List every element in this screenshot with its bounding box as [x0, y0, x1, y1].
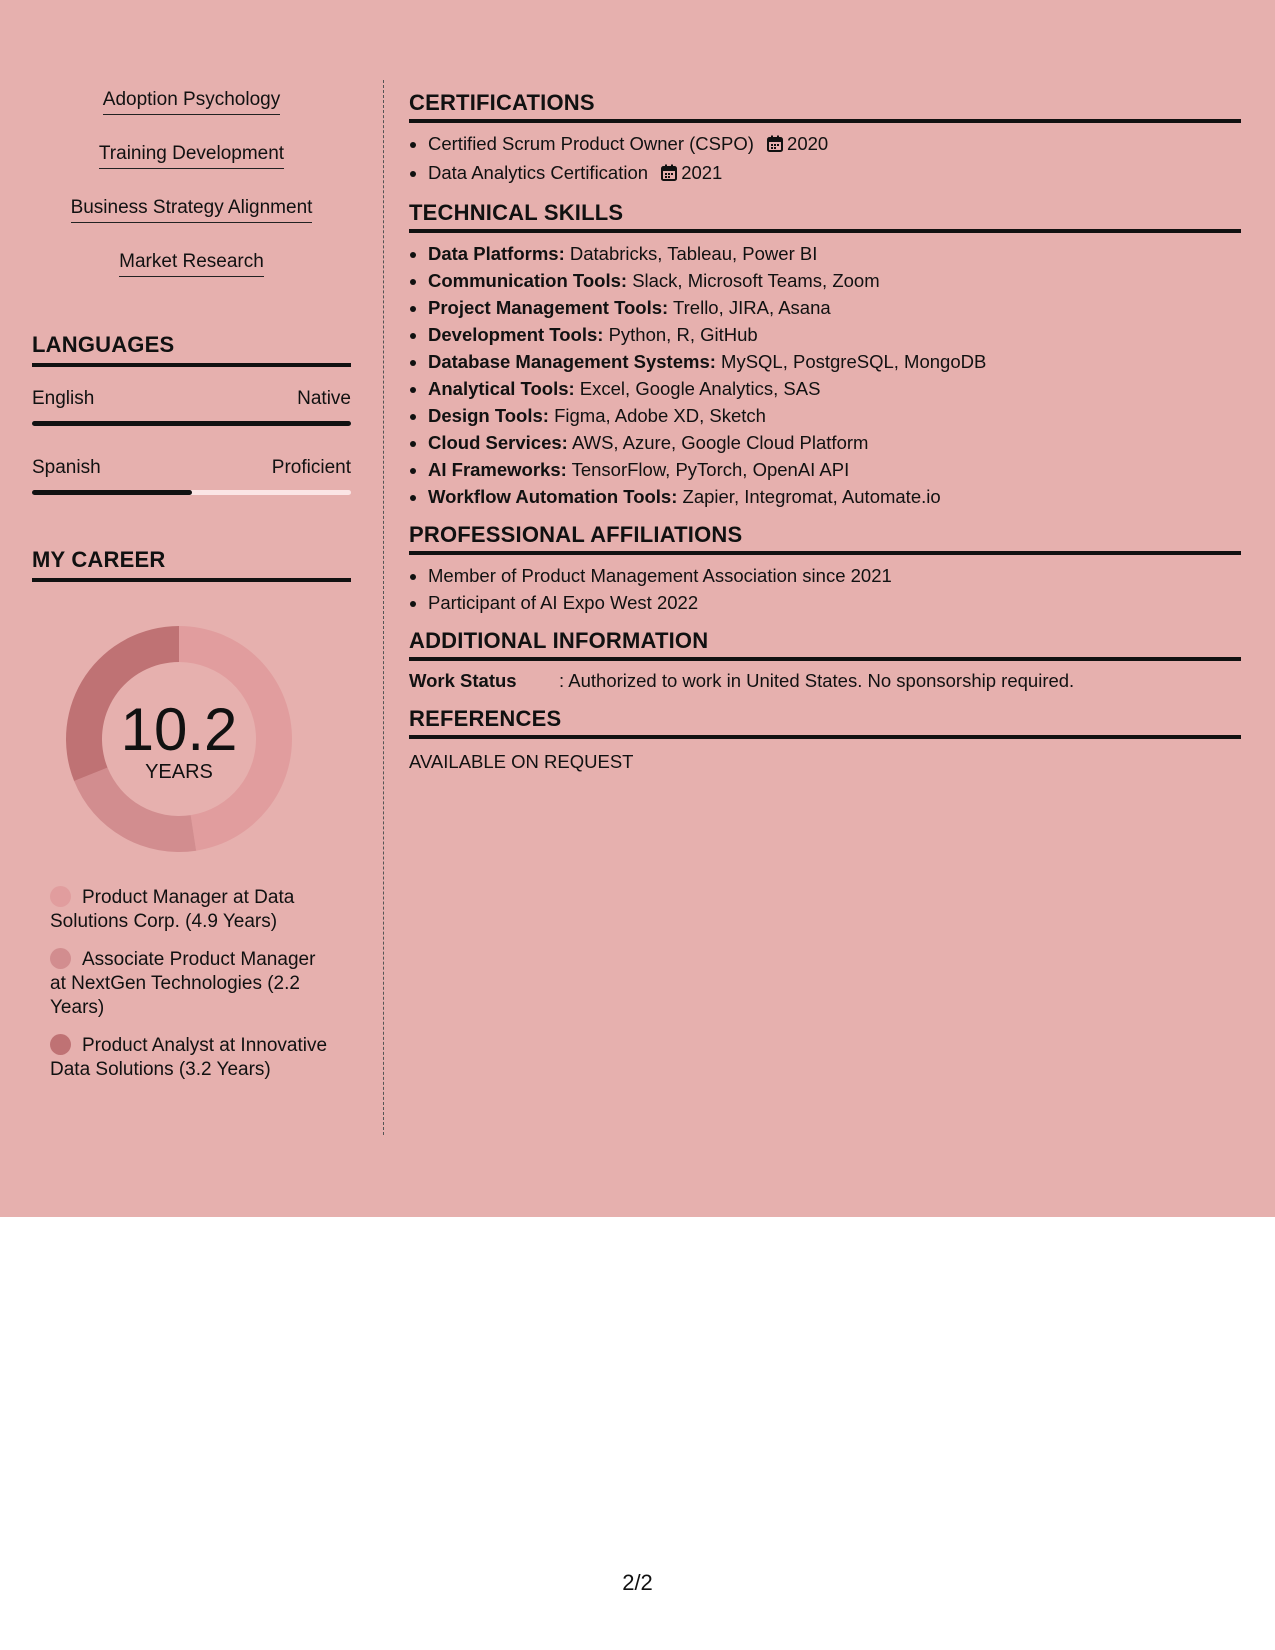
language-proficiency-bar [32, 421, 351, 426]
skills-tags [32, 80, 351, 296]
languages-section [32, 332, 351, 495]
list-item [428, 429, 1241, 456]
legend-item [50, 886, 330, 934]
language-level: Native [297, 388, 351, 409]
list-item [428, 348, 1241, 375]
skill-category: Workflow Automation Tools: [428, 486, 678, 507]
skill-category: Communication Tools: [428, 270, 628, 291]
language-row [32, 456, 351, 480]
legend-item [50, 948, 330, 1020]
certifications-heading: CERTIFICATIONS [409, 90, 1241, 123]
skill-category: Project Management Tools: [428, 297, 669, 318]
technical-skills-section [409, 200, 1241, 510]
skill-values: MySQL, PostgreSQL, MongoDB [721, 351, 987, 372]
right-column [409, 90, 1241, 787]
skill-values: Figma, Adobe XD, Sketch [554, 405, 766, 426]
skill-tag: Adoption Psychology [103, 88, 280, 115]
skill-tag: Business Strategy Alignment [71, 196, 313, 223]
legend-item [50, 1034, 330, 1082]
language-proficiency-fill [32, 490, 192, 495]
page-number: 2/2 [622, 1570, 653, 1595]
list-item [428, 402, 1241, 429]
work-status-label: Work Status [409, 670, 517, 691]
skill-category: Cloud Services: [428, 432, 568, 453]
skill-category: AI Frameworks: [428, 459, 567, 480]
legend-dot-icon [50, 886, 71, 907]
language-name: English [32, 388, 95, 409]
career-total-years: 10.2 [120, 696, 238, 763]
list-item [428, 483, 1241, 510]
list-item [428, 321, 1241, 348]
language-level: Proficient [271, 457, 351, 478]
certification-name: Data Analytics Certification [428, 162, 649, 183]
affiliations-section [409, 522, 1241, 616]
skill-values: Trello, JIRA, Asana [673, 297, 831, 318]
language-proficiency-fill [32, 421, 351, 426]
skill-category: Database Management Systems: [428, 351, 716, 372]
legend-label: Product Analyst at Innovative Data Solutions (3.2 Years) [50, 1035, 328, 1080]
certification-year: 2020 [787, 133, 829, 154]
list-item [428, 130, 1241, 159]
skill-values: Zapier, Integromat, Automate.io [682, 486, 941, 507]
skill-category: Development Tools: [428, 324, 604, 345]
certification-name: Certified Scrum Product Owner (CSPO) [428, 133, 754, 154]
career-section [32, 547, 351, 1082]
career-donut-chart [64, 624, 294, 854]
skill-values: Excel, Google Analytics, SAS [579, 378, 821, 399]
career-years-unit: YEARS [145, 761, 213, 783]
language-name: Spanish [32, 457, 101, 478]
references-section [409, 706, 1241, 775]
skill-category: Design Tools: [428, 405, 549, 426]
career-legend [50, 886, 330, 1082]
list-item: • Member of Product Management Association since 2021 [428, 562, 1241, 589]
language-proficiency-bar [32, 490, 351, 495]
legend-dot-icon [50, 1034, 71, 1055]
list-item [428, 159, 1241, 188]
skill-tag: Training Development [99, 142, 284, 169]
legend-label: Associate Product Manager at NextGen Technologies (2.2 Years) [50, 949, 316, 1018]
skill-values: TensorFlow, PyTorch, OpenAI API [571, 459, 850, 480]
list-item: • Participant of AI Expo West 2022 [428, 589, 1241, 616]
list-item [428, 456, 1241, 483]
languages-heading: LANGUAGES [32, 332, 351, 367]
skill-values: Python, R, GitHub [608, 324, 758, 345]
additional-info-section [409, 628, 1241, 694]
work-status-row [409, 668, 1241, 694]
work-status-value: : Authorized to work in United States. No sponsorship required. [559, 670, 1075, 691]
calendar-icon [661, 161, 677, 188]
column-divider [383, 80, 384, 1135]
calendar-icon [767, 132, 783, 159]
affiliations-heading: PROFESSIONAL AFFILIATIONS [409, 522, 1241, 555]
references-text: AVAILABLE ON REQUEST [409, 751, 634, 772]
list-item [428, 267, 1241, 294]
additional-info-heading: ADDITIONAL INFORMATION [409, 628, 1241, 661]
career-heading: MY CAREER [32, 547, 351, 582]
legend-label: Product Manager at Data Solutions Corp. (4.9 Years) [50, 887, 295, 932]
skill-values: Databricks, Tableau, Power BI [569, 243, 818, 264]
certifications-section [409, 90, 1241, 188]
skill-values: AWS, Azure, Google Cloud Platform [571, 432, 869, 453]
skill-category: Analytical Tools: [428, 378, 575, 399]
list-item [428, 294, 1241, 321]
skill-category: Data Platforms: [428, 243, 565, 264]
left-column [32, 80, 351, 1096]
language-row [32, 387, 351, 411]
skill-values: Slack, Microsoft Teams, Zoom [632, 270, 880, 291]
list-item [428, 240, 1241, 267]
technical-skills-heading: TECHNICAL SKILLS [409, 200, 1241, 233]
legend-dot-icon [50, 948, 71, 969]
references-heading: REFERENCES [409, 706, 1241, 739]
certification-year: 2021 [681, 162, 723, 183]
list-item [428, 375, 1241, 402]
skill-tag: Market Research [119, 250, 264, 277]
